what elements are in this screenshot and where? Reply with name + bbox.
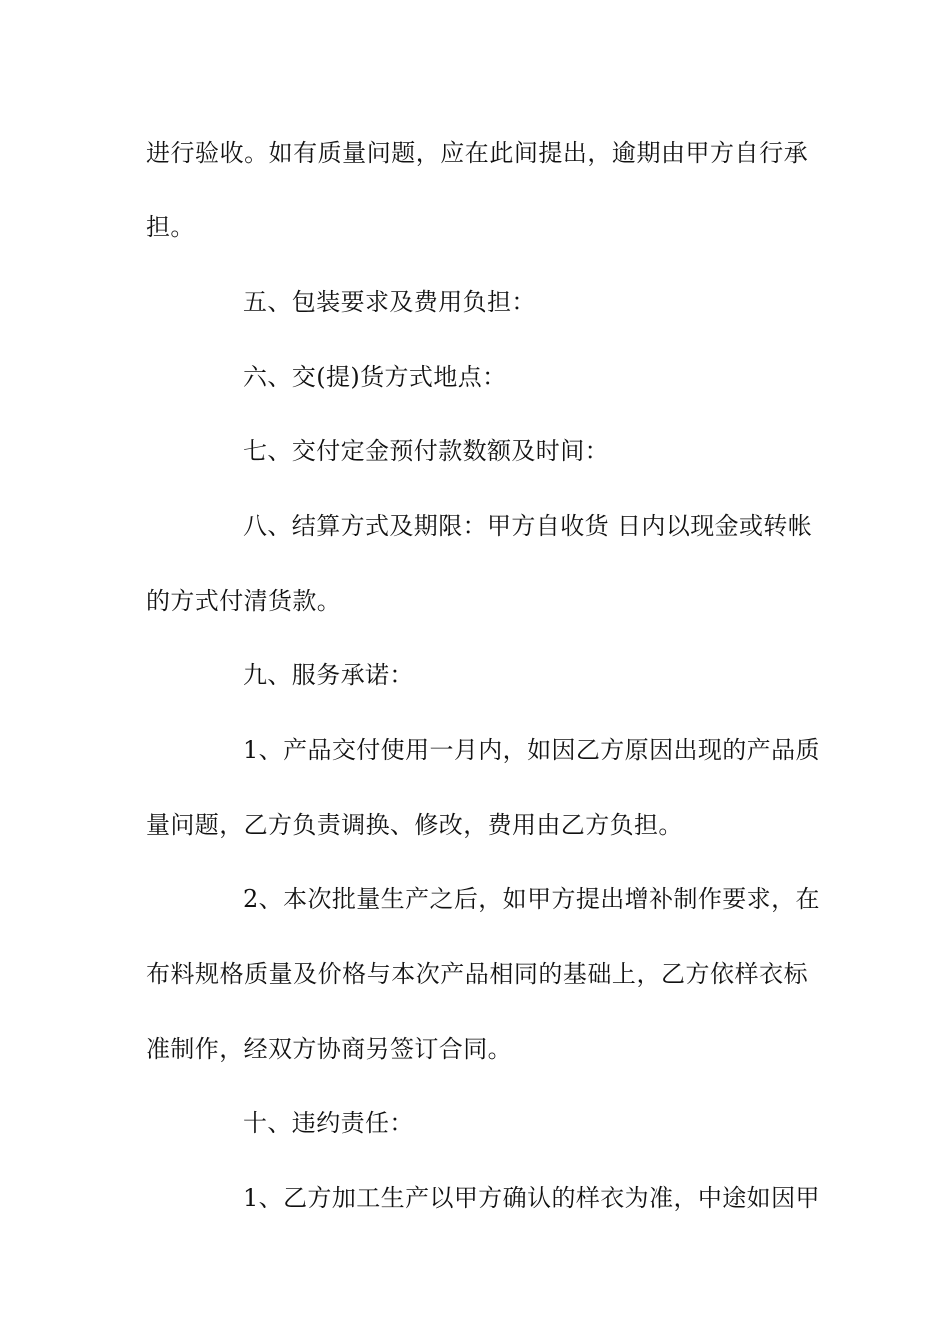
list-item-line: 1、乙方加工生产以甲方确认的样衣为准，中途如因甲 (243, 1184, 820, 1212)
section-heading-7: 七、交付定金预付款数额及时间： (243, 437, 609, 465)
list-item-line: 1、产品交付使用一月内，如因乙方原因出现的产品质 (243, 736, 820, 764)
section-heading-10: 十、违约责任： (243, 1109, 414, 1137)
section-heading-9: 九、服务承诺： (243, 661, 414, 689)
section-heading-5: 五、包装要求及费用负担： (243, 288, 536, 316)
paragraph-line: 准制作，经双方协商另签订合同。 (146, 1035, 512, 1063)
paragraph-line: 布料规格质量及价格与本次产品相同的基础上，乙方依样衣标 (146, 960, 808, 988)
section-heading-6: 六、交(提)货方式地点： (243, 363, 507, 391)
paragraph-line: 担。 (146, 213, 195, 241)
paragraph-line: 的方式付清货款。 (146, 587, 342, 615)
paragraph-line: 进行验收。如有质量问题，应在此间提出，逾期由甲方自行承 (146, 139, 808, 167)
paragraph-line: 量问题，乙方负责调换、修改，费用由乙方负担。 (146, 811, 683, 839)
section-heading-8: 八、结算方式及期限：甲方自收货 日内以现金或转帐 (243, 512, 813, 540)
list-item-line: 2、本次批量生产之后，如甲方提出增补制作要求，在 (243, 885, 820, 913)
